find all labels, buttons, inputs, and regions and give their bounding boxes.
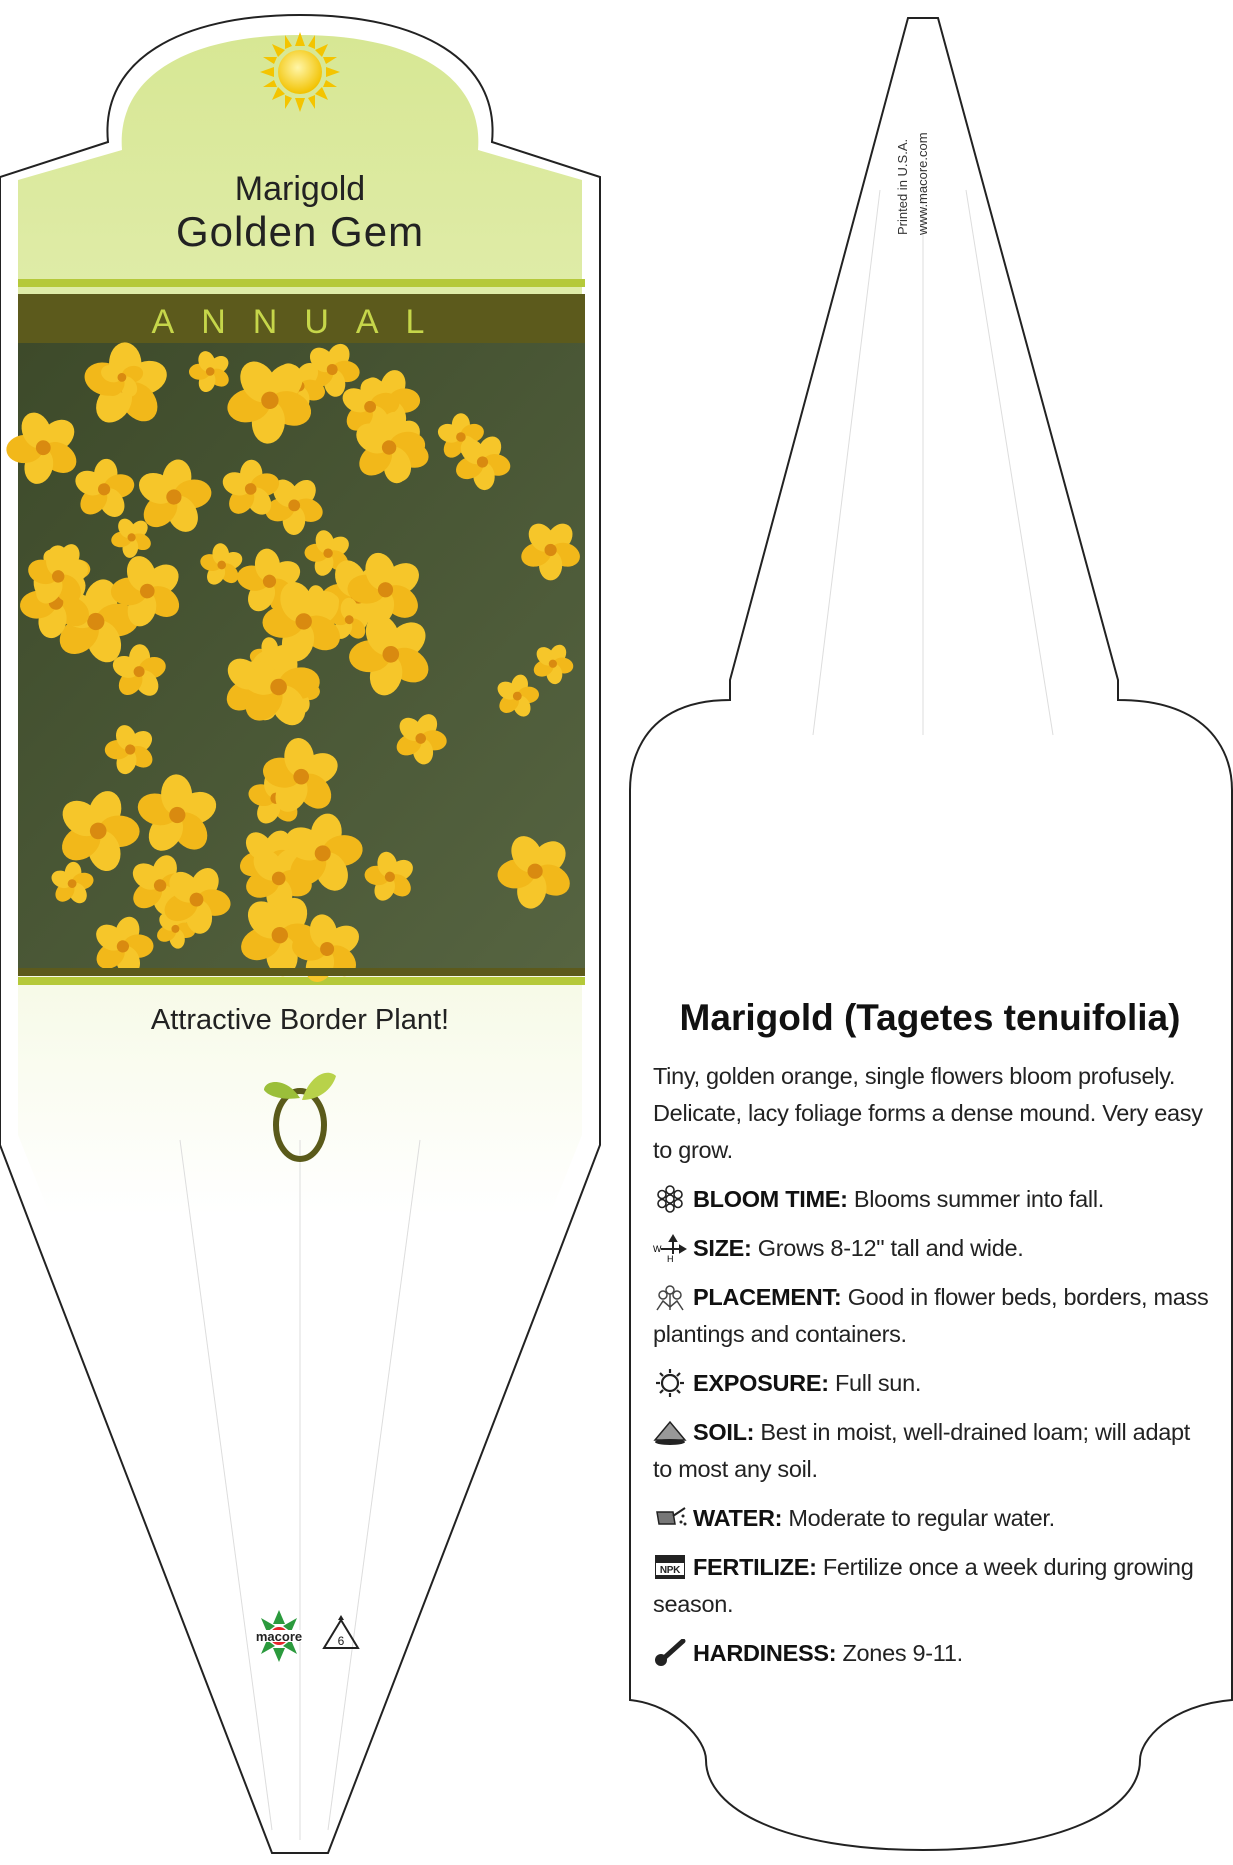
lower-stripe <box>18 977 585 985</box>
detail-label: BLOOM TIME: <box>693 1186 848 1212</box>
soil-icon <box>653 1418 687 1446</box>
placement-icon <box>653 1283 687 1311</box>
detail-size <box>653 1230 1213 1267</box>
brand-label: macore <box>255 1629 303 1644</box>
detail-bloom-time <box>653 1181 1213 1218</box>
npk-label: NPK <box>659 1565 681 1576</box>
sun-icon <box>260 32 340 112</box>
printed-info <box>875 95 965 245</box>
detail-label: WATER: <box>693 1505 783 1531</box>
detail-water <box>653 1500 1213 1537</box>
size-w-label: W <box>653 1244 662 1254</box>
detail-text: Good in flower beds, borders, mass plantings and containers. <box>653 1284 1209 1347</box>
detail-label: SOIL: <box>693 1419 755 1445</box>
detail-text: Blooms summer into fall. <box>853 1186 1104 1212</box>
detail-text: Best in moist, well-drained loam; will adapt to most any soil. <box>653 1419 1190 1482</box>
printed-line-2: www.macore.com <box>915 132 930 235</box>
detail-fertilize <box>653 1549 1213 1623</box>
detail-exposure <box>653 1365 1213 1402</box>
size-arrows-icon <box>653 1234 687 1262</box>
detail-label: FERTILIZE: <box>693 1554 817 1580</box>
tagline: Attractive Border Plant! <box>150 1004 450 1036</box>
printed-line-1: Printed in U.S.A. <box>895 138 910 235</box>
detail-hardiness <box>653 1635 1213 1672</box>
detail-text: Moderate to regular water. <box>788 1505 1055 1531</box>
detail-placement <box>653 1279 1213 1353</box>
detail-text: Zones 9-11. <box>842 1640 963 1666</box>
recycle-code: 6 <box>337 1634 345 1648</box>
watering-can-icon <box>653 1504 687 1532</box>
detail-soil <box>653 1414 1213 1488</box>
detail-label: EXPOSURE: <box>693 1370 829 1396</box>
npk-icon <box>653 1553 687 1581</box>
front-tag <box>0 15 600 1853</box>
category-label: ANNUAL <box>151 303 452 341</box>
flower-icon <box>653 1185 687 1213</box>
description: Tiny, golden orange, single flowers bloom profusely. Delicate, lacy foliage forms a dense mound. Very easy to grow. <box>653 1063 1203 1163</box>
size-h-label: H <box>667 1254 674 1262</box>
detail-label: HARDINESS: <box>693 1640 837 1666</box>
thermometer-icon <box>653 1639 687 1667</box>
flower-photo <box>0 328 595 1000</box>
care-info <box>653 1058 1213 1684</box>
photo-bottom-bar <box>18 968 585 976</box>
detail-label: PLACEMENT: <box>693 1284 842 1310</box>
upper-stripe <box>18 279 585 287</box>
detail-text: Grows 8-12" tall and wide. <box>757 1235 1024 1261</box>
plant-name: Marigold <box>234 170 366 208</box>
sun-outline-icon <box>653 1369 687 1397</box>
back-title: Marigold (Tagetes tenuifolia) <box>679 997 1181 1038</box>
cultivar-name: Golden Gem <box>175 208 425 255</box>
detail-text: Full sun. <box>834 1370 922 1396</box>
detail-text: Fertilize once a week during growing season. <box>653 1554 1194 1617</box>
detail-label: SIZE: <box>693 1235 752 1261</box>
